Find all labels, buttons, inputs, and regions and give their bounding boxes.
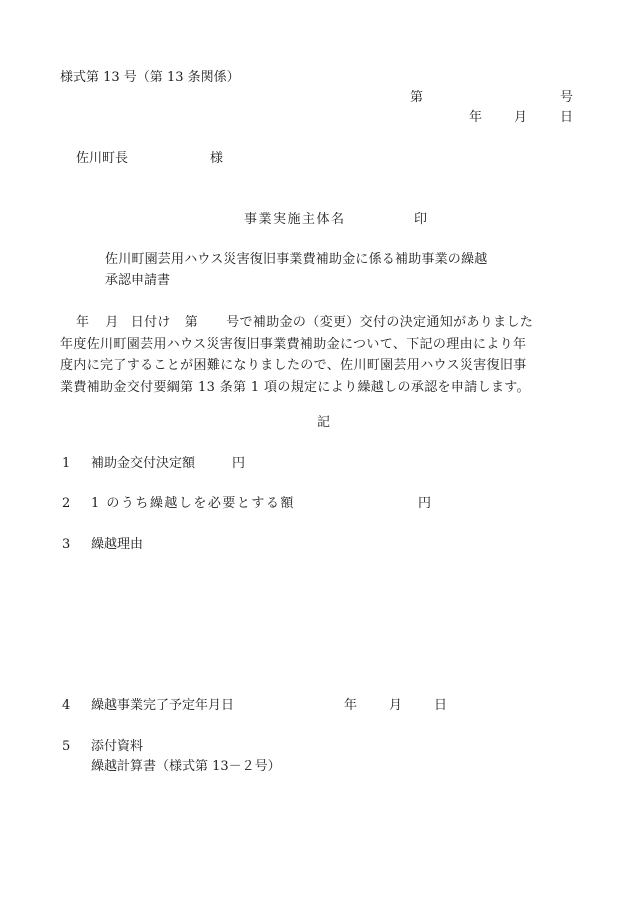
doc-number-suffix: 号 bbox=[560, 90, 574, 105]
body-paragraph bbox=[60, 312, 590, 398]
item-5-number: 5 bbox=[62, 739, 71, 754]
item-4-number: 4 bbox=[62, 698, 71, 713]
date-year: 年 bbox=[469, 110, 483, 125]
item-3-number: 3 bbox=[62, 537, 71, 552]
applicant-label: 事業実施主体名 bbox=[244, 212, 346, 227]
title-line-1: 佐川町園芸用ハウス災害復旧事業費補助金に係る補助事業の繰越 bbox=[105, 252, 488, 267]
body-dai: 第 bbox=[184, 315, 199, 330]
applicant-seal: 印 bbox=[414, 212, 428, 227]
form-id: 様式第 13 号（第 13 条関係） bbox=[60, 70, 240, 85]
body-month: 月 bbox=[105, 315, 119, 330]
date-month: 月 bbox=[514, 110, 528, 125]
body-line-2: 年度佐川町園芸用ハウス災害復旧事業費補助金について、下記の理由により年 bbox=[60, 336, 527, 352]
item-3-label: 繰越理由 bbox=[91, 537, 144, 552]
item-5-attachment: 繰越計算書（様式第 13－２号） bbox=[91, 759, 281, 774]
item-4-year: 年 bbox=[344, 698, 358, 713]
ki-heading: 記 bbox=[317, 415, 331, 430]
item-1-label: 補助金交付決定額 bbox=[91, 456, 196, 471]
item-5-label: 添付資料 bbox=[91, 739, 144, 754]
body-year: 年 bbox=[76, 315, 90, 330]
body-dated: 日付け bbox=[130, 315, 171, 330]
item-4-day: 日 bbox=[434, 698, 448, 713]
item-4-label: 繰越事業完了予定年月日 bbox=[91, 698, 235, 713]
date-day: 日 bbox=[560, 110, 574, 125]
doc-number-prefix: 第 bbox=[410, 90, 424, 105]
item-1-unit: 円 bbox=[232, 456, 246, 471]
body-line-1 bbox=[60, 312, 590, 334]
body-line-4: 業費補助金交付要綱第 13 条第 1 項の規定により繰越しの承認を申請します。 bbox=[60, 379, 530, 395]
item-2-number: 2 bbox=[62, 496, 71, 511]
addressee-honorific: 様 bbox=[210, 151, 224, 166]
title-line-2: 承認申請書 bbox=[105, 273, 171, 288]
body-line-1-rest: 号で補助金の（変更）交付の決定通知がありました bbox=[226, 315, 534, 330]
item-2-unit: 円 bbox=[418, 496, 432, 511]
item-4-month: 月 bbox=[389, 698, 403, 713]
addressee-name: 佐川町長 bbox=[76, 151, 129, 166]
item-2-label: 1 のうち繰越しを必要とする額 bbox=[91, 496, 295, 511]
body-line-3: 度内に完了することが困難になりましたので、佐川町園芸用ハウス災害復旧事 bbox=[60, 358, 527, 373]
item-1-number: 1 bbox=[62, 456, 71, 471]
